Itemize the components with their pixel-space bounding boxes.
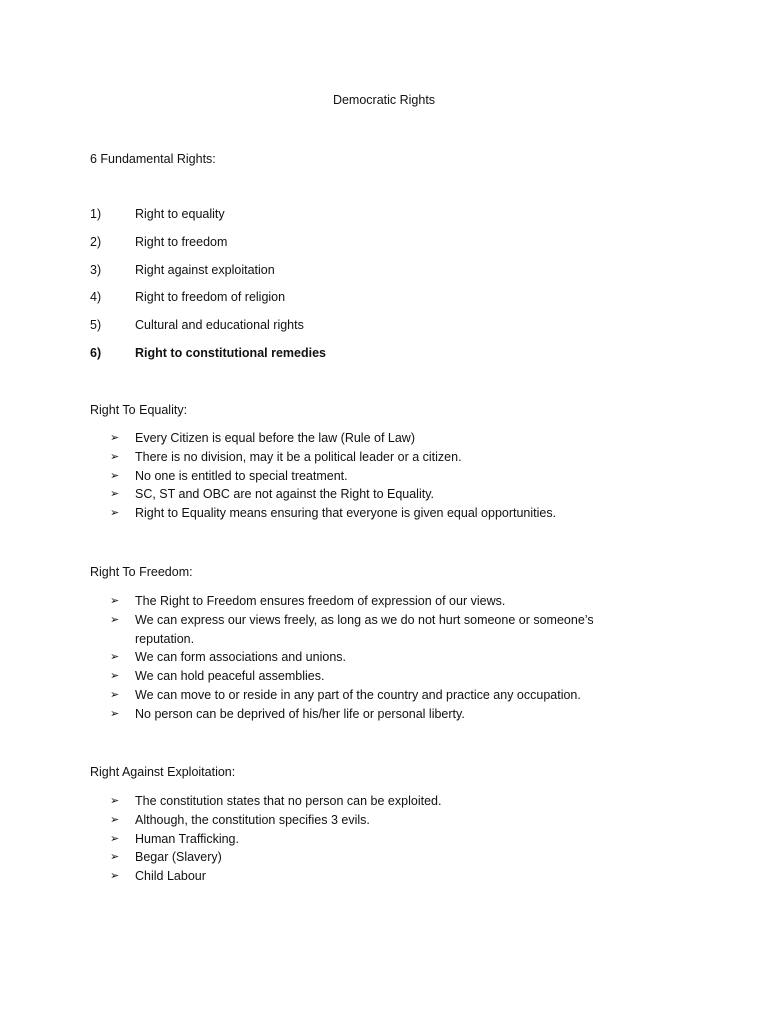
arrow-bullet-icon: ➢ (110, 813, 120, 826)
arrow-bullet-icon: ➢ (110, 688, 120, 701)
bullet-item (110, 792, 650, 811)
bullet-text: We can move to or reside in any part of the country and practice any occupation. (135, 687, 581, 702)
list-number: 6) (90, 345, 102, 360)
bullet-text: Child Labour (135, 869, 206, 884)
arrow-bullet-icon: ➢ (110, 450, 120, 463)
exploitation-heading: Right Against Exploitation: (90, 765, 236, 779)
bullet-text: We can form associations and unions. (135, 650, 346, 665)
arrow-bullet-icon: ➢ (110, 488, 120, 501)
fundamental-rights-list (90, 207, 326, 374)
bullet-text: No one is entitled to special treatment. (135, 468, 348, 483)
bullet-text: No person can be deprived of his/her life or personal liberty. (135, 706, 465, 721)
arrow-bullet-icon: ➢ (110, 613, 120, 626)
bullet-item (110, 830, 650, 849)
list-item (90, 235, 326, 263)
bullet-text: SC, ST and OBC are not against the Right to Equality. (135, 487, 435, 502)
bullet-item (110, 648, 650, 667)
bullet-item (110, 448, 650, 467)
list-text: Right against exploitation (135, 262, 275, 277)
arrow-bullet-icon: ➢ (110, 507, 120, 520)
list-number: 1) (90, 207, 102, 221)
arrow-bullet-icon: ➢ (110, 870, 120, 883)
bullet-text: Every Citizen is equal before the law (Rule of Law) (135, 431, 415, 445)
arrow-bullet-icon: ➢ (110, 651, 120, 664)
arrow-bullet-icon: ➢ (110, 432, 120, 444)
arrow-bullet-icon: ➢ (110, 595, 120, 607)
list-text: Right to freedom (135, 234, 228, 249)
bullet-text: The constitution states that no person can be exploited. (135, 794, 442, 808)
bullet-text: Right to Equality means ensuring that everyone is given equal opportunities. (135, 506, 557, 521)
list-item (90, 290, 326, 318)
bullet-item (110, 429, 650, 448)
list-text: Cultural and educational rights (135, 318, 304, 333)
bullet-item (110, 667, 650, 686)
bullet-item (110, 611, 650, 649)
bullet-item (110, 686, 650, 705)
freedom-heading: Right To Freedom: (90, 565, 193, 579)
list-number: 2) (90, 234, 102, 249)
bullet-item (110, 504, 650, 523)
bullet-item (110, 705, 650, 724)
arrow-bullet-icon: ➢ (110, 707, 120, 720)
equality-heading: Right To Equality: (90, 403, 188, 417)
list-text: Right to equality (135, 207, 225, 221)
arrow-bullet-icon: ➢ (110, 795, 120, 807)
list-item (90, 318, 326, 346)
document-title: Democratic Rights (332, 93, 436, 107)
list-text: Right to freedom of religion (135, 290, 286, 305)
list-text: Right to constitutional remedies (135, 345, 326, 360)
bullet-text: Although, the constitution specifies 3 evils. (135, 812, 370, 827)
bullet-text: The Right to Freedom ensures freedom of expression of our views. (135, 594, 506, 608)
list-item (90, 263, 326, 291)
bullet-item (110, 848, 650, 867)
fundamental-rights-heading: 6 Fundamental Rights: (90, 152, 216, 166)
exploitation-bullet-list (110, 792, 650, 886)
bullet-text: There is no division, may it be a political leader or a citizen. (135, 449, 462, 464)
list-number: 4) (90, 290, 102, 305)
bullet-text: We can express our views freely, as long as we do not hurt someone or someone’s reputation. (135, 612, 594, 646)
list-number: 3) (90, 262, 102, 277)
bullet-text: We can hold peaceful assemblies. (135, 669, 325, 684)
bullet-item (110, 592, 650, 611)
bullet-text: Human Trafficking. (135, 831, 239, 846)
bullet-item (110, 467, 650, 486)
arrow-bullet-icon: ➢ (110, 832, 120, 845)
list-number: 5) (90, 318, 102, 333)
arrow-bullet-icon: ➢ (110, 851, 120, 864)
list-item (90, 346, 326, 374)
bullet-item (110, 867, 650, 886)
bullet-item (110, 485, 650, 504)
list-item (90, 207, 326, 235)
arrow-bullet-icon: ➢ (110, 670, 120, 683)
freedom-bullet-list (110, 592, 650, 724)
arrow-bullet-icon: ➢ (110, 469, 120, 482)
bullet-item (110, 811, 650, 830)
bullet-text: Begar (Slavery) (135, 850, 222, 865)
equality-bullet-list (110, 429, 650, 523)
